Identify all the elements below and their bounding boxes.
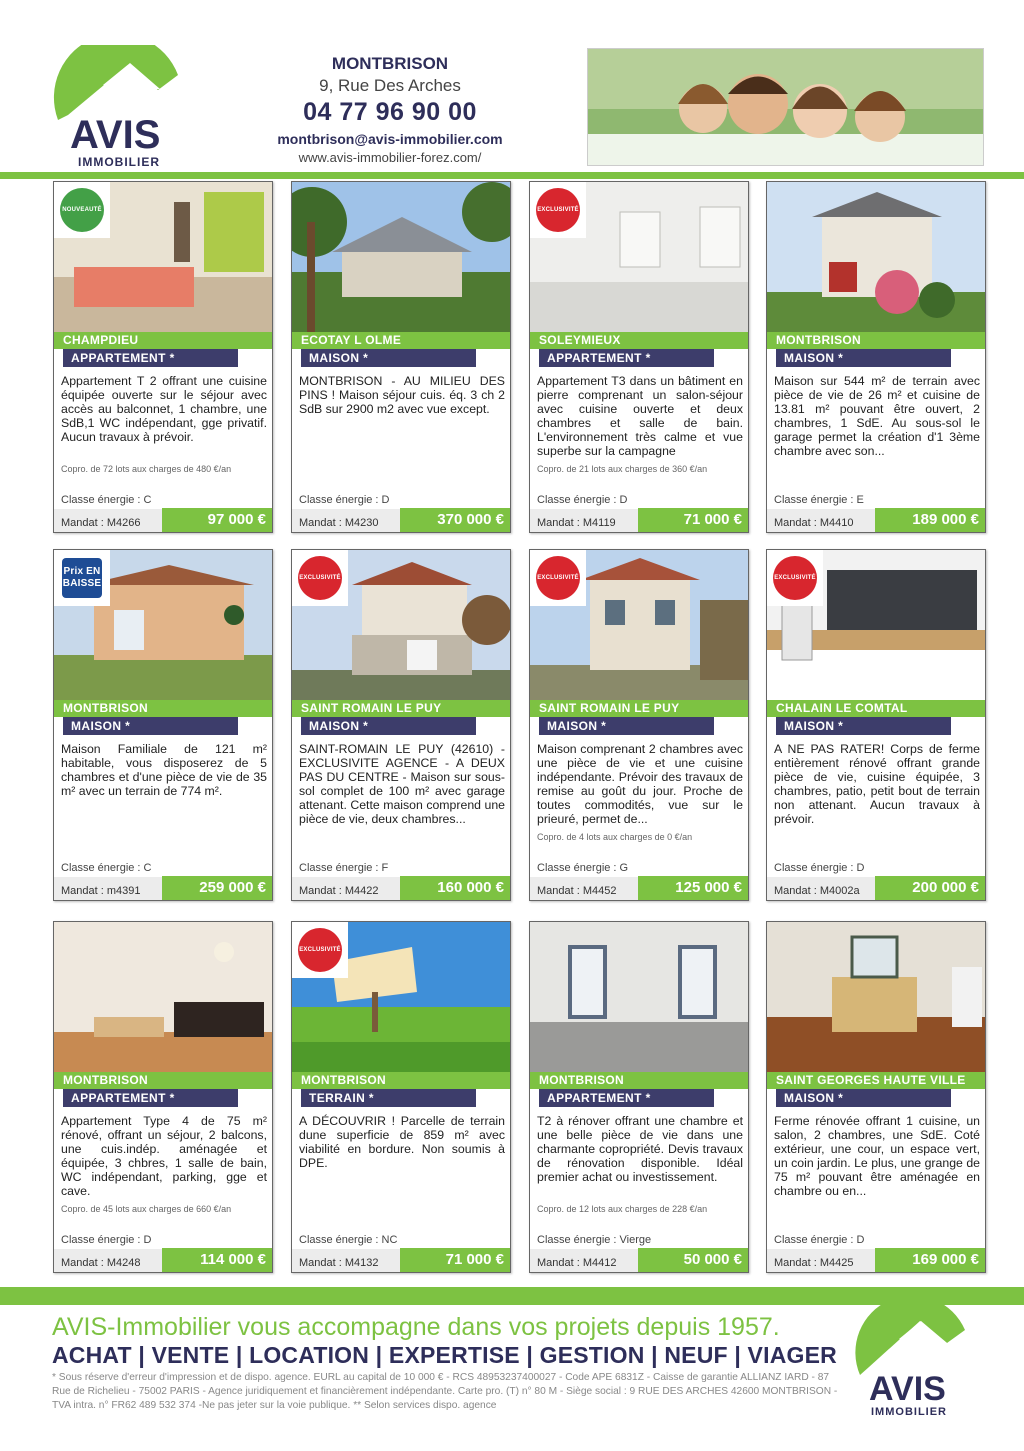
exclusive-badge: EXCLUSIVITÉ <box>767 550 823 606</box>
new-badge: NOUVEAUTÉ <box>54 182 110 238</box>
listing-energy: Classe énergie : C <box>61 494 152 506</box>
listing-description: MONTBRISON - AU MILIEU DES PINS ! Maison séjour cuis. éq. 3 ch 2 SdB sur 2900 m2 avec vue except. <box>299 374 505 416</box>
listing-photo <box>54 922 272 1072</box>
listing-description: Appartement T 2 offrant une cuisine équipée ouverte sur le séjour avec accès au balconnet, 1 chambre, une SdB,1 WC indépendant, gge privatif. Aucun travaux à prévoir. <box>61 374 267 444</box>
listing-location: CHAMPDIEU <box>54 332 272 349</box>
listing-card[interactable] <box>53 921 273 1273</box>
listing-description: A NE PAS RATER! Corps de ferme entièrement rénové offrant grande pièce de vie, cuisine équipée, 3 chambres, patio, petit bout de terrain non attenant. Aucun travaux à prévoir. <box>774 742 980 826</box>
exclusive-badge: EXCLUSIVITÉ <box>292 922 348 978</box>
listing-type: MAISON * <box>776 717 951 735</box>
listing-energy: Classe énergie : NC <box>299 1234 398 1246</box>
listing-energy: Classe énergie : D <box>299 494 390 506</box>
listing-energy: Classe énergie : D <box>537 494 628 506</box>
listing-card[interactable] <box>291 921 511 1273</box>
listing-price: 370 000 € <box>400 508 510 532</box>
listing-copro: Copro. de 72 lots aux charges de 480 €/an <box>61 464 232 474</box>
listing-description: Maison sur 544 m² de terrain avec pièce de vie de 26 m² et cuisine de 13.81 m² pouvant être ouvert, 2 chambres, 1 SdE. Au sous-sol le garage permet la création d'1 3ème chambre avec son... <box>774 374 980 458</box>
listing-copro: Copro. de 45 lots aux charges de 660 €/an <box>61 1204 232 1214</box>
listing-type: MAISON * <box>776 1089 951 1107</box>
listing-price: 71 000 € <box>638 508 748 532</box>
listing-mandat: Mandat : m4391 <box>61 885 141 897</box>
listing-price: 259 000 € <box>162 876 272 900</box>
listing-location: MONTBRISON <box>292 1072 510 1089</box>
agency-website[interactable]: www.avis-immobilier-forez.com/ <box>298 150 482 165</box>
listing-copro: Copro. de 21 lots aux charges de 360 €/an <box>537 464 708 474</box>
listing-description: SAINT-ROMAIN LE PUY (42610) - EXCLUSIVITE AGENCE - A DEUX PAS DU CENTRE - Maison sur sous-sol complet de 100 m² avec garage attenant. Cette maison comprend une pièce de vie, deux chambres... <box>299 742 505 826</box>
listing-description: Maison comprenant 2 chambres avec une pièce de vie et une cuisine indépendante. Prévoir des travaux de remise au goût du jour. Proche de toutes commodités, vue sur le prieuré, permet de... <box>537 742 743 826</box>
listing-description: T2 à rénover offrant une chambre et une belle pièce de vie dans une charmante copropriété. Devis travaux de rénovation disponible. Idéal premier achat ou investissement. <box>537 1114 743 1184</box>
listing-location: CHALAIN LE COMTAL <box>767 700 985 717</box>
listing-energy: Classe énergie : D <box>774 862 865 874</box>
listing-type: MAISON * <box>776 349 951 367</box>
listing-location: MONTBRISON <box>54 1072 272 1089</box>
services-list: ACHAT | VENTE | LOCATION | EXPERTISE | GESTION | NEUF | VIAGER <box>52 1342 837 1368</box>
listing-mandat: Mandat : M4248 <box>61 1257 141 1269</box>
listing-card[interactable] <box>53 181 273 533</box>
listing-type: TERRAIN * <box>301 1089 476 1107</box>
listing-type: MAISON * <box>63 717 238 735</box>
listing-price: 97 000 € <box>162 508 272 532</box>
listing-energy: Classe énergie : F <box>299 862 389 874</box>
header-divider <box>0 172 1024 179</box>
listing-description: Appartement Type 4 de 75 m² rénové, offrant un séjour, 2 balcons, une cuis.indép. aménagée et équipée, 3 chbres, 1 salle de bain, WC indépendant, parking, gge et cave. <box>61 1114 267 1198</box>
listing-location: ECOTAY L OLME <box>292 332 510 349</box>
agency-email[interactable]: montbrison@avis-immobilier.com <box>277 131 503 147</box>
listing-copro: Copro. de 4 lots aux charges de 0 €/an <box>537 832 693 842</box>
tagline: AVIS-Immobilier vous accompagne dans vos projets depuis 1957. <box>52 1313 780 1341</box>
listing-type: APPARTEMENT * <box>539 1089 714 1107</box>
listing-location: MONTBRISON <box>767 332 985 349</box>
listing-mandat: Mandat : M4266 <box>61 517 141 529</box>
listing-price: 71 000 € <box>400 1248 510 1272</box>
listing-location: SAINT ROMAIN LE PUY <box>292 700 510 717</box>
family-photo <box>587 48 984 166</box>
listing-copro: Copro. de 12 lots aux charges de 228 €/an <box>537 1204 708 1214</box>
listing-energy: Classe énergie : D <box>61 1234 152 1246</box>
listing-price: 169 000 € <box>875 1248 985 1272</box>
listing-energy: Classe énergie : Vierge <box>537 1234 652 1246</box>
listing-location: MONTBRISON <box>530 1072 748 1089</box>
listing-location: SAINT GEORGES HAUTE VILLE <box>767 1072 985 1089</box>
listing-card[interactable] <box>529 549 749 901</box>
listing-mandat: Mandat : M4412 <box>537 1257 617 1269</box>
listing-card[interactable] <box>766 549 986 901</box>
listing-card[interactable] <box>291 181 511 533</box>
avis-logo-footer <box>855 1305 985 1420</box>
listing-card[interactable] <box>529 921 749 1273</box>
listing-card[interactable] <box>53 549 273 901</box>
avis-logo <box>48 45 208 170</box>
agency-phone[interactable]: 04 77 96 90 00 <box>303 98 477 126</box>
listing-photo <box>767 922 985 1072</box>
svg-text:AVIS: AVIS <box>70 113 161 157</box>
price-drop-badge: Prix EN BAISSE <box>54 550 110 606</box>
listing-description: A DÉCOUVRIR ! Parcelle de terrain dune superficie de 859 m² avec viabilité en bordure. Non soumis à DPE. <box>299 1114 505 1170</box>
exclusive-badge: EXCLUSIVITÉ <box>530 182 586 238</box>
listing-card[interactable] <box>529 181 749 533</box>
footer-divider <box>0 1287 1024 1305</box>
listing-location: MONTBRISON <box>54 700 272 717</box>
svg-text:AVIS: AVIS <box>869 1370 946 1408</box>
agency-contact <box>270 54 510 165</box>
listing-type: APPARTEMENT * <box>539 349 714 367</box>
agency-city: MONTBRISON <box>331 54 449 73</box>
listing-price: 50 000 € <box>638 1248 748 1272</box>
listing-type: APPARTEMENT * <box>63 1089 238 1107</box>
listing-description: Ferme rénovée offrant 1 cuisine, un salon, 2 chambres, une SdE. Coté extérieur, une cour, un espace vert, un coin jardin. Le plus, une grange de 75 m² pouvant être aménagée en chambre ou en... <box>774 1114 980 1198</box>
listing-photo <box>530 922 748 1072</box>
listing-type: MAISON * <box>301 717 476 735</box>
listing-photo <box>767 182 985 332</box>
listing-energy: Classe énergie : C <box>61 862 152 874</box>
listing-card[interactable] <box>291 549 511 901</box>
agency-street: 9, Rue Des Arches <box>319 76 461 95</box>
listing-description: Maison Familiale de 121 m² habitable, vous disposerez de 5 chambres et d'une pièce de vie de 35 m² avec un terrain de 774 m². <box>61 742 267 798</box>
listing-mandat: Mandat : M4422 <box>299 885 379 897</box>
listing-price: 189 000 € <box>875 508 985 532</box>
exclusive-badge: EXCLUSIVITÉ <box>530 550 586 606</box>
listing-mandat: Mandat : M4119 <box>537 517 616 529</box>
listing-mandat: Mandat : M4230 <box>299 517 379 529</box>
svg-text:IMMOBILIER: IMMOBILIER <box>871 1406 947 1418</box>
listing-price: 114 000 € <box>162 1248 272 1272</box>
listing-price: 125 000 € <box>638 876 748 900</box>
listing-mandat: Mandat : M4410 <box>774 517 854 529</box>
listing-mandat: Mandat : M4132 <box>299 1257 379 1269</box>
listing-energy: Classe énergie : D <box>774 1234 865 1246</box>
listing-card[interactable] <box>766 921 986 1273</box>
listing-price: 200 000 € <box>875 876 985 900</box>
listing-price: 160 000 € <box>400 876 510 900</box>
listing-card[interactable] <box>766 181 986 533</box>
listing-mandat: Mandat : M4425 <box>774 1257 854 1269</box>
legal-notice: * Sous réserve d'erreur d'impression et de dispo. agence. EURL au capital de 10 000 € - RCS 48953237400027 - Code APE 6831Z - Caisse de garantie ALLIANZ IARD - 87 Rue de Richelieu - 75002 PARIS - Agence juridiquement et financièrement indépendante. Carte pro. (T) n° 80 M - Siège social : 9 RUE DES ARCHES 42600 MONTBRISON - TVA intra. n° FR62 489 532 374 -Ne pas jeter sur la voie publique. ** Selon services dispo. agence <box>52 1372 838 1411</box>
listing-location: SAINT ROMAIN LE PUY <box>530 700 748 717</box>
listing-energy: Classe énergie : G <box>537 862 629 874</box>
listing-photo <box>292 182 510 332</box>
svg-text:IMMOBILIER: IMMOBILIER <box>78 155 160 169</box>
listing-type: MAISON * <box>539 717 714 735</box>
exclusive-badge: EXCLUSIVITÉ <box>292 550 348 606</box>
listing-mandat: Mandat : M4002a <box>774 885 860 897</box>
listing-type: APPARTEMENT * <box>63 349 238 367</box>
listing-mandat: Mandat : M4452 <box>537 885 617 897</box>
listing-type: MAISON * <box>301 349 476 367</box>
listing-description: Appartement T3 dans un bâtiment en pierre comprenant un salon-séjour avec cuisine ouverte et deux chambres et salle de bain. L'environnement très calme et vue superbe sur la campagne <box>537 374 743 458</box>
listing-location: SOLEYMIEUX <box>530 332 748 349</box>
listing-energy: Classe énergie : E <box>774 494 864 506</box>
